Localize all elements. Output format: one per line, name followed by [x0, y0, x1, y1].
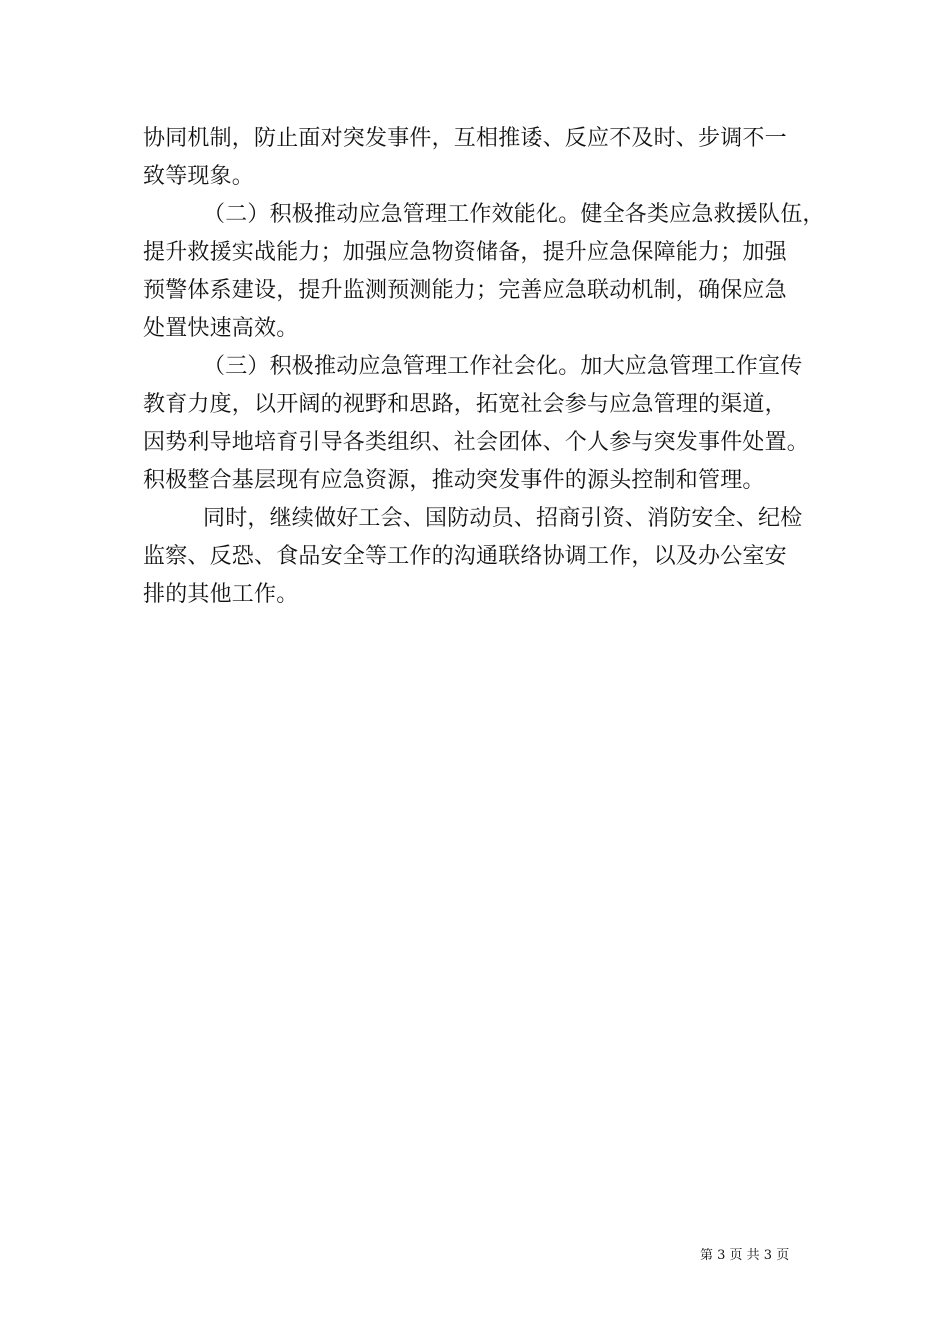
text-line: 致等现象。 [143, 164, 255, 189]
text-line: 监察、反恐、食品安全等工作的沟通联络协调工作，以及办公室安 [143, 544, 787, 569]
paragraph-continuation [143, 120, 807, 196]
text-line: （二）积极推动应急管理工作效能化。健全各类应急救援队伍， [203, 202, 825, 227]
paragraph-other-work [143, 500, 807, 614]
text-line: 提升救援实战能力；加强应急物资储备，提升应急保障能力；加强 [143, 240, 787, 265]
text-line: （三）积极推动应急管理工作社会化。加大应急管理工作宣传 [203, 354, 803, 379]
text-line: 教育力度，以开阔的视野和思路，拓宽社会参与应急管理的渠道， [143, 392, 787, 417]
text-line: 处置快速高效。 [143, 316, 299, 341]
text-line: 预警体系建设，提升监测预测能力；完善应急联动机制，确保应急 [143, 278, 787, 303]
text-line: 同时，继续做好工会、国防动员、招商引资、消防安全、纪检 [203, 506, 803, 531]
text-line: 协同机制，防止面对突发事件，互相推诿、反应不及时、步调不一 [143, 126, 787, 151]
page-number-footer: 第 3 页 共 3 页 [700, 1248, 790, 1263]
text-line: 积极整合基层现有应急资源，推动突发事件的源头控制和管理。 [143, 468, 765, 493]
paragraph-item-two [143, 196, 825, 348]
paragraph-item-three [143, 348, 810, 500]
document-body [143, 120, 825, 614]
text-line: 排的其他工作。 [143, 582, 299, 607]
text-line: 因势利导地培育引导各类组织、社会团体、个人参与突发事件处置。 [143, 430, 810, 455]
